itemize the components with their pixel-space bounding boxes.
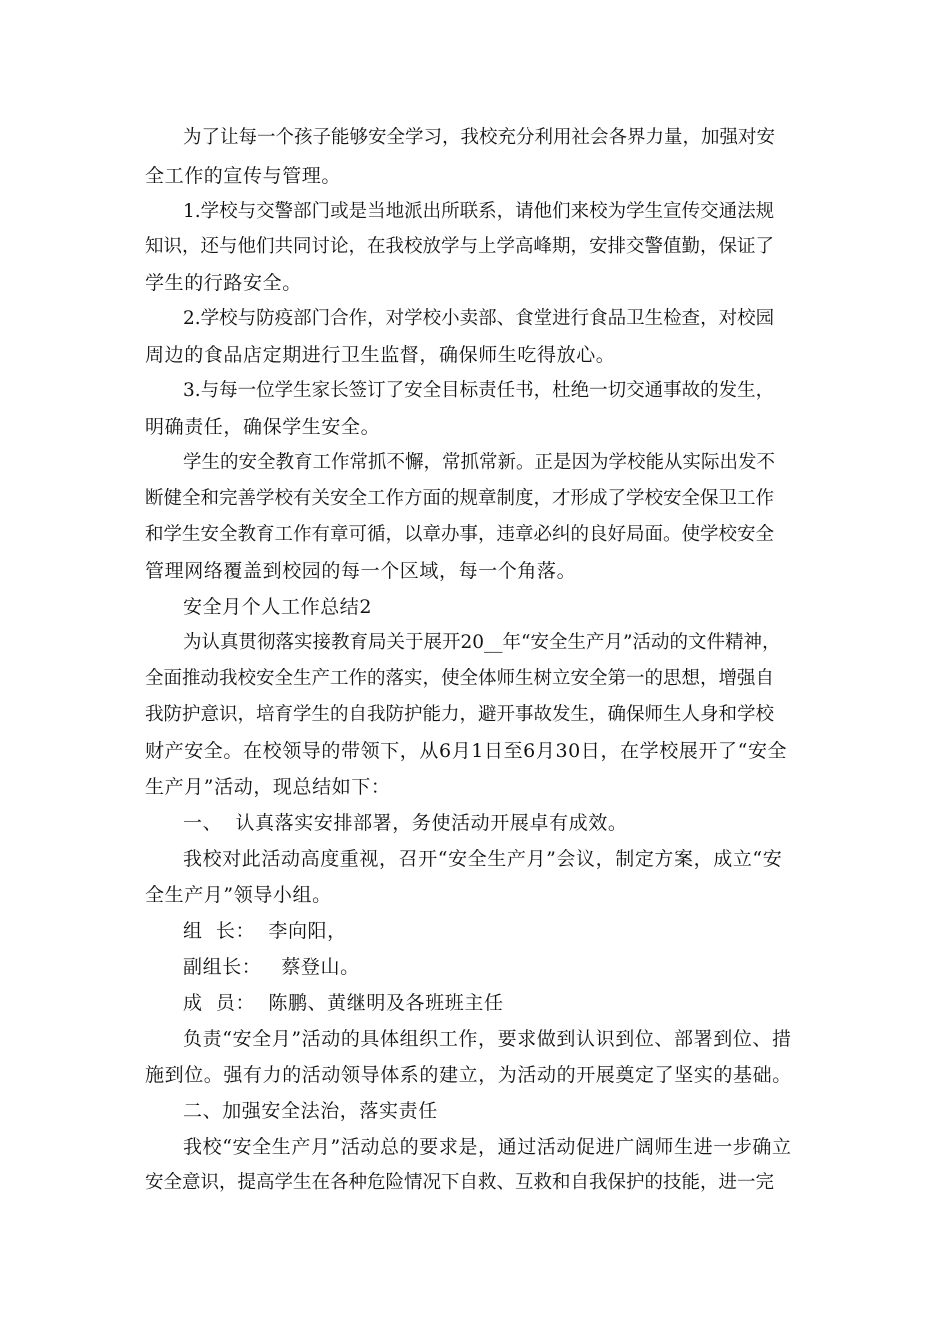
text-line: 学生的行路安全。 <box>145 272 302 294</box>
text-line: 安全月个人工作总结2 <box>183 596 373 618</box>
text-line: 成 员： 陈鹏、黄继明及各班班主任 <box>183 992 504 1014</box>
text-line: 安全意识，提高学生在各种危险情况下自救、互救和自我保护的技能，进一完 <box>145 1172 775 1193</box>
text-line: 组 长： 李向阳， <box>183 920 347 942</box>
text-line: 生产月”活动，现总结如下： <box>145 776 391 798</box>
text-line: 财产安全。在校领导的带领下，从6月1日至6月30日，在学校展开了“安全 <box>145 740 788 762</box>
text-line: 学生的安全教育工作常抓不懈，常抓常新。正是因为学校能从实际出发不 <box>183 452 776 473</box>
text-line: 周边的食品店定期进行卫生监督，确保师生吃得放心。 <box>145 344 616 366</box>
text-line: 负责“安全月”活动的具体组织工作，要求做到认识到位、部署到位、措 <box>183 1028 792 1050</box>
text-line: 和学生安全教育工作有章可循，以章办事，违章必纠的良好局面。使学校安全 <box>145 524 775 545</box>
text-line: 知识，还与他们共同讨论，在我校放学与上学高峰期，安排交警值勤，保证了 <box>145 236 775 257</box>
text-line: 我校“安全生产月”活动总的要求是，通过活动促进广阔师生进一步确立 <box>183 1136 792 1158</box>
text-line: 二、加强安全法治，落实责任 <box>183 1100 438 1122</box>
text-line: 为了让每一个孩子能够安全学习，我校充分利用社会各界力量，加强对安 <box>183 127 776 148</box>
text-line: 管理网络覆盖到校园的每一个区域，每一个角落。 <box>145 560 577 582</box>
text-line: 全面推动我校安全生产工作的落实，使全体师生树立安全第一的思想，增强自 <box>145 668 775 689</box>
text-line: 副组长： 蔡登山。 <box>183 956 360 978</box>
text-line: 为认真贯彻落实接教育局关于展开20__年“安全生产月”活动的文件精神， <box>183 632 781 653</box>
text-line: 2.学校与防疫部门合作，对学校小卖部、食堂进行食品卫生检查，对校园 <box>183 308 775 329</box>
text-line: 明确责任，确保学生安全。 <box>145 416 381 438</box>
text-line: 断健全和完善学校有关安全工作方面的规章制度，才形成了学校安全保卫工作 <box>145 488 775 509</box>
text-line: 我防护意识，培育学生的自我防护能力，避开事故发生，确保师生人身和学校 <box>145 704 775 725</box>
text-line: 我校对此活动高度重视，召开“安全生产月”会议，制定方案，成立“安 <box>183 848 783 870</box>
text-line: 一、 认真落实安排部署，务使活动开展卓有成效。 <box>183 812 628 834</box>
text-line: 施到位。强有力的活动领导体系的建立，为活动的开展奠定了坚实的基础。 <box>145 1064 792 1086</box>
text-line: 全生产月”领导小组。 <box>145 884 332 906</box>
text-line: 1.学校与交警部门或是当地派出所联系，请他们来校为学生宣传交通法规 <box>183 201 775 222</box>
text-line: 3.与每一位学生家长签订了安全目标责任书，杜绝一切交通事故的发生， <box>183 380 775 401</box>
text-line: 全工作的宣传与管理。 <box>145 165 342 187</box>
